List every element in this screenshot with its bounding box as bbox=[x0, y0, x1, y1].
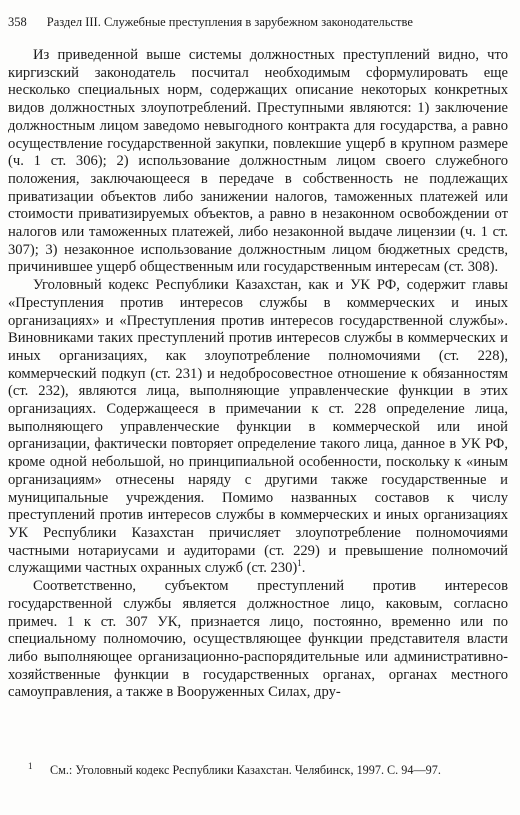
paragraph-text: Соответственно, субъектом преступлений против интересов государственной службы является должностное лицо, каковым, согласно примеч. 1 к ст. 307 УК, признается лицо, постоянно, временно или по специальному полномочию, осуществляющее функции представителя власти либо выполняющее организационно-распорядительные или административно-хозяйственные функции в государственных органах, органах местного самоуправления, а также в Вооруженных Силах, дру- bbox=[8, 578, 508, 701]
footnote bbox=[28, 761, 502, 778]
main-text bbox=[8, 47, 508, 702]
footnote-mark: 1 bbox=[28, 761, 33, 771]
footnote-text: См.: Уголовный кодекс Республики Казахстан. Челябинск, 1997. С. 94—97. bbox=[50, 763, 441, 777]
paragraph-3 bbox=[8, 578, 508, 702]
paragraph-1 bbox=[8, 47, 508, 277]
paragraph-text: Из приведенной выше системы должностных преступлений видно, что киргизский законодатель посчитал необходимым сформулировать еще несколько специальных норм, содержащих описание некоторых конкретных видов должностных злоупотреблений. Преступными являются: 1) заключение должностным лицом заведомо невыгодного контракта для государства, а равно осуществление государственной закупки, повлекшие ущерб в крупном размере (ч. 1 ст. 306); 2) использование должностным лицом своего служебного положения, заключающееся в передаче в собственность не подлежащих приватизации объектов либо занижении налогов, таможенных платежей или стоимости приватизируемых объектов, а равно в незаконном освобождении от налогов или таможенных платежей, либо незаконной выдаче лицензии (ч. 1 ст. 307); 3) незаконное использование должностным лицом бюджетных средств, причинившее ущерб общественным или государственным интересам (ст. 308). bbox=[8, 47, 508, 276]
page-number: 358 bbox=[8, 15, 27, 29]
paragraph-text: Уголовный кодекс Республики Казахстан, как и УК РФ, содержит главы «Преступления против интересов службы в коммерческих и иных организациях» и «Преступления против интересов государственной службы». Виновниками таких преступлений против интересов службы в коммерческих и иных организациях, как злоупотребление полномочиями (ст. 228), коммерческий подкуп (ст. 231) и недобросовестное отношение к обязанностям (ст. 232), являются лица, выполняющие управленческие функции в этих организациях. Содержащееся в примечании к ст. 228 определение лица, выполняющего управленческие функции в коммерческой или иной организации, фактически повторяет определение такого лица, данное в УК РФ, кроме одной небольшой, но принципиальной особенности, поскольку к «иным организациям» отнесены наряду с другими также государственные и муниципальные учреждения. Помимо названных составов к числу преступлений против интересов службы в коммерческих и иных организациях УК Республики Казахстан причисляет злоупотребление полномочиями частными нотариусами и аудиторами (ст. 229) и превышение полномочий служащими частных охранных служб (ст. 230) bbox=[8, 277, 508, 577]
paragraph-text-end: . bbox=[301, 560, 306, 577]
running-header bbox=[8, 14, 508, 30]
running-title: Раздел III. Служебные преступления в зарубежном законодательстве bbox=[46, 15, 413, 29]
footnote-reference[interactable]: 1 bbox=[297, 558, 302, 569]
paragraph-2 bbox=[8, 277, 508, 578]
